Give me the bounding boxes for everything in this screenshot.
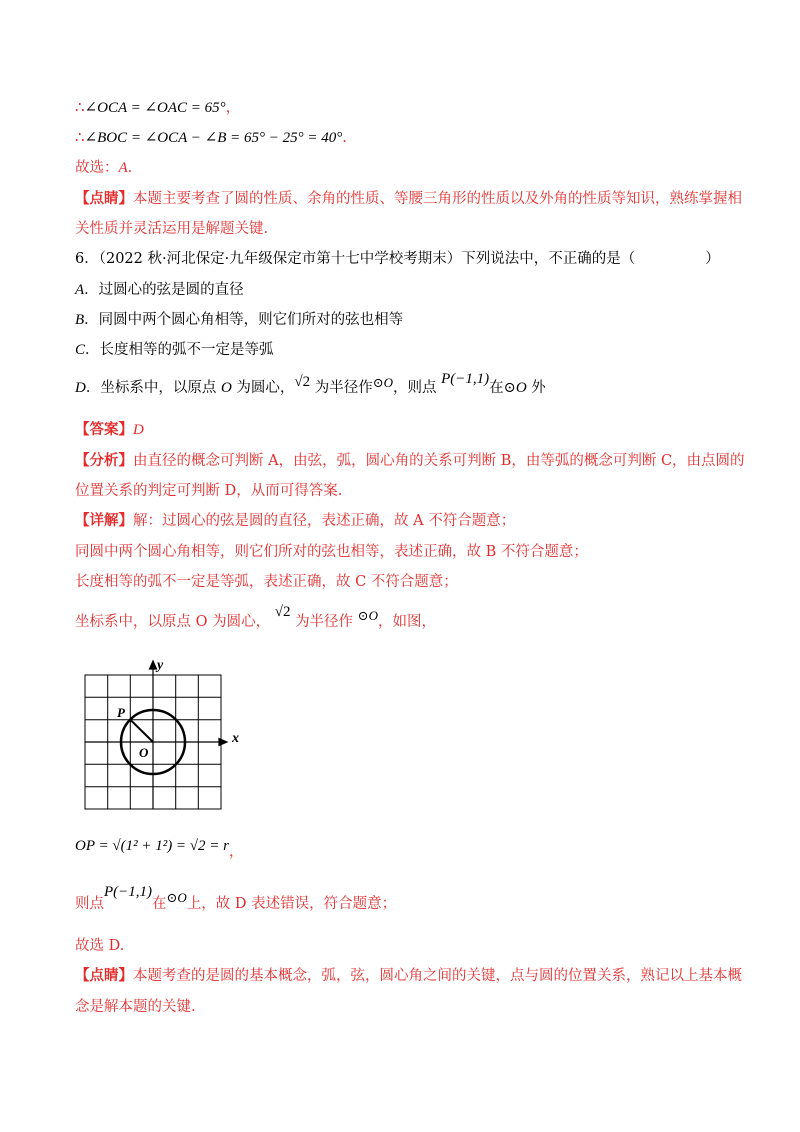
comment-text: 关性质并灵活运用是解题关键. [75,221,269,237]
option-label: A [75,282,85,298]
therefore-symbol: ∴ [75,98,85,116]
option-a [75,280,244,300]
origin-o: O [220,380,232,396]
comment-line-2 [75,219,268,239]
detail-line-1 [75,511,515,531]
detail-text: 解：过圆心的弦是圆的直径，表述正确，故 A 不符合题意； [133,513,516,529]
point-p: P(−1,1) [104,884,153,900]
detail-line-4 [75,604,436,632]
comma: ， [229,844,244,860]
question-number: 6． [75,251,99,267]
comment-line-1 [75,189,742,209]
detail-line-6 [75,936,124,956]
answer-line [75,420,144,440]
solution-line-2 [75,127,347,148]
detail-line-2 [75,542,588,562]
option-b [75,310,403,330]
option-text: ．过圆心的弦是圆的直径 [84,282,244,298]
comment-text: 念是解本题的关键. [75,999,196,1015]
option-c [75,340,274,360]
point-o-label: O [139,745,149,760]
detail-text: 坐标系中，以原点 O 为圆心， [75,614,271,630]
solution-line-1 [75,97,240,118]
period: . [342,130,347,146]
radius-op [130,720,153,742]
circle-o: ⊙O [372,375,394,390]
detail-text: 为半径作 [295,614,354,630]
comment2-line-2 [75,997,196,1017]
x-axis-label: x [232,731,239,746]
comment-text: 本题主要考查了圆的性质、余角的性质、等腰三角形的性质以及外角的性质等知识，熟练掌握相 [133,191,742,207]
sqrt-two: √2 [294,374,311,390]
analysis-tag: 【分析】 [75,452,133,469]
analysis-line-1 [75,451,745,471]
option-label: C [75,342,86,358]
comment-tag: 【点睛】 [75,967,133,984]
detail-tag: 【详解】 [75,512,133,529]
detail-text: 则点 [75,896,104,912]
point-p-label: P [117,705,125,720]
answer-value: D [133,422,144,438]
detail-text: 故选 D. [75,938,125,954]
option-label: D [75,380,86,396]
choice-letter: A [118,160,128,176]
question-6 [75,249,720,269]
circle-o: O [515,380,527,396]
choice-text: 故选： [75,160,119,176]
angle-equation-2: ∠BOC = ∠OCA − ∠B = 65° − 25° = 40° [84,130,343,146]
detail-line-3 [75,572,458,592]
option-text: 在⊙ [489,380,516,396]
op-equation [75,836,244,860]
detail-text: 上，故 D 表述错误，符合题意； [186,896,397,912]
circle-o: ⊙O [357,608,378,623]
detail-text: ，如图， [377,614,436,630]
period: . [127,160,133,176]
detail-text: 同圆中两个圆心角相等，则它们所对的弦也相等，表述正确，故 B 不符合题意； [75,544,588,560]
comment-tag: 【点睛】 [75,190,133,207]
sqrt-two: √2 [274,604,291,620]
option-text: 外 [526,380,546,396]
op-formula: OP = √(1² + 1²) = √2 = r [75,838,229,854]
detail-text: 在 [152,896,167,912]
option-text: 为圆心， [231,380,295,396]
option-text: ．长度相等的弧不一定是等弧 [85,342,274,358]
analysis-text: 位置关系的判定可判断 D，从而可得答案. [75,483,343,499]
choice-line-5 [75,158,132,178]
option-text: 为半径作 [310,380,373,396]
x-axis-arrow-icon [219,739,227,746]
option-label: B [75,312,85,328]
answer-tag: 【答案】 [75,421,133,438]
detail-line-5 [75,884,397,914]
angle-equation-1: ∠OCA = ∠OAC = 65° [84,100,226,116]
y-axis-arrow-icon [150,661,157,669]
comment-text: 本题考查的是圆的基本概念，弧，弦，圆心角之间的关键，点与圆的位置关系，熟记以上基本概 [133,968,742,984]
analysis-line-2 [75,481,342,501]
option-text: ．坐标系中，以原点 [85,380,221,396]
comment2-line-1 [75,966,742,986]
question-text: （2022 秋·河北保定·九年级保定市第十七中学校考期末）下列说法中，不正确的是（ [98,251,636,267]
detail-text: 长度相等的弧不一定是等弧，表述正确，故 C 不符合题意； [75,574,458,590]
option-text: ．同圆中两个圆心角相等，则它们所对的弦也相等 [84,312,404,328]
circle-o: ⊙O [166,890,187,905]
coordinate-grid-figure [75,655,245,815]
point-p: P(−1,1) [441,371,490,387]
analysis-text: 由直径的概念可判断 A，由弦，弧，圆心角的关系可判断 B，由等弧的概念可判断 C，由点圆的 [133,453,745,469]
question-close: ） [705,251,720,267]
therefore-symbol: ∴ [75,128,85,146]
comma: ， [225,100,241,116]
option-d [75,371,546,398]
option-text: ，则点 [393,380,442,396]
y-axis-label: y [157,658,164,673]
